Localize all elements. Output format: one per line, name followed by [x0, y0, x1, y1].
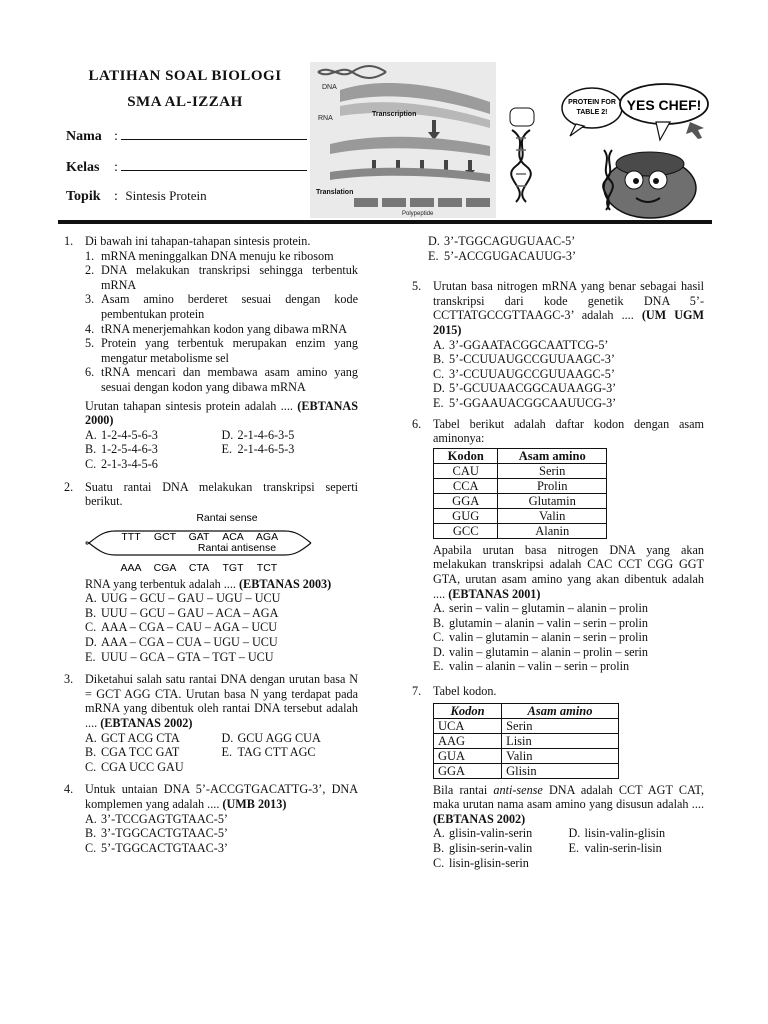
antisense-codon: CTA — [188, 561, 210, 574]
q3-stem: Diketahui salah satu rantai DNA dengan urutan basa N = GCT AGG CTA. Urutan basa N yang terdapat pada mRNA yang dibentuk oleh rantai DNA tersebut adalah .... (EBTANAS 2002) — [85, 672, 358, 731]
table-row: GUG Valin — [434, 508, 607, 523]
q3-options — [85, 731, 358, 775]
diagram-label-polypeptide: Polypeptide — [402, 211, 434, 217]
table-header: Asam amino — [502, 703, 619, 718]
q1-question: Urutan tahapan sintesis protein adalah .... (EBTANAS 2000) — [85, 398, 359, 428]
name-label: Nama — [66, 129, 102, 144]
diagram-label-transcription: Transcription — [372, 111, 417, 118]
table-row: CCA Prolin — [434, 478, 607, 493]
q6-option-a[interactable]: A. serin – valin – glutamin – alanin – prolin — [433, 601, 649, 616]
sense-strand-label: Rantai sense — [196, 511, 258, 524]
topic-field: Topik : Sintesis Protein — [66, 188, 207, 204]
q1-option-d[interactable]: D. 2-1-4-6-3-5 — [221, 427, 295, 442]
antisense-codon: CGA — [153, 561, 177, 574]
question-5: 5. Urutan basa nitrogen mRNA yang benar sebagai hasil transkripsi dari kode genetik DNA 5’-CCTTATGCCGTTAAGC-3’ adalah .... (UM UGM 2015) A. 3’-GGAATACGGCAATTCG-5’ B. 5’-CCUUAUGCCGUUAAGC-3’ C. 3’-CCUUAUGCCGUUAAGC-5’ D. 5’-GCUUAACGGCAUAAGG-3’ E. 5’-GGAAUACGGCAAUUCG-3’ — [412, 279, 705, 410]
q5-option-c[interactable]: C. 3’-CCUUAUGCCGUUAAGC-5’ — [433, 366, 615, 381]
q3-option-a[interactable]: A. GCT ACG CTA — [85, 730, 180, 745]
class-field: Kelas : — [66, 157, 307, 176]
q7-stem: Tabel kodon. — [433, 684, 497, 699]
q3-option-d[interactable]: D. GCU AGG CUA — [221, 730, 321, 745]
q4-option-d[interactable]: D. 3’-TGGCAGUGUAAC-5’ — [428, 234, 576, 248]
q1-step: 4. tRNA menerjemahkan kodon yang dibawa mRNA — [85, 321, 348, 336]
q2-question: RNA yang terbentuk adalah .... (EBTANAS 2003) — [85, 576, 332, 591]
table-header: Asam amino — [498, 448, 607, 463]
q2-stem: Suatu rantai DNA melakukan transkripsi seperti berikut. — [85, 479, 358, 509]
table-row: GGA Glisin — [434, 763, 619, 778]
q1-step: 5. Protein yang terbentuk merupakan enzim yang mengatur metabolisme sel — [85, 336, 358, 365]
table-row: GUA Valin — [434, 748, 619, 763]
q6-codon-table — [433, 448, 607, 539]
class-label: Kelas — [66, 160, 100, 175]
q7-option-e[interactable]: E. valin-serin-lisin — [568, 841, 662, 856]
class-blank-line[interactable] — [121, 157, 307, 171]
q2-option-c[interactable]: C. AAA – CGA – CAU – AGA – UCU — [85, 620, 278, 635]
q6-question: Apabila urutan basa nitrogen DNA yang akan melakukan transkripsi adalah CAC CCT CGG GGT GTA, urutan asam amino yang akan dibentuk adalah .... (EBTANAS 2001) — [433, 542, 704, 601]
table-row: CAU Serin — [434, 463, 607, 478]
sense-codon: TTT — [121, 530, 141, 543]
q1-option-a[interactable]: A. 1-2-4-5-6-3 — [85, 427, 158, 442]
diagram-label-dna: DNA — [322, 84, 337, 91]
header-divider — [58, 220, 712, 224]
topic-label: Topik — [66, 189, 101, 204]
name-blank-line[interactable] — [121, 126, 307, 140]
q5-option-d[interactable]: D. 5’-GCUUAACGGCAUAAGG-3’ — [433, 381, 617, 396]
sense-codon: ACA — [222, 530, 244, 543]
q4-option-c[interactable]: C. 5’-TGGCACTGTAAC-3’ — [85, 840, 228, 855]
worksheet-title: LATIHAN SOAL BIOLOGI — [88, 68, 282, 84]
question-2: 2. Suatu rantai DNA melakukan transkripsi seperti berikut. Rantai sense TTT GCT GAT ACA AGA Rantai antisense AAA CGA CTA TGT TCT RNA yang terbentuk adalah .... (EBTANAS 2003) A. UUG – GCU – GAU – UGU – UCU B. UUU – GCU – GAU – ACA – AGA C. AAA – CGA – CAU – AGA – UCU D. AAA – CGA – CUA – UGU – UCU E. UUU – GCA – GTA – TGT – UCU — [64, 479, 358, 664]
table-row: GCC Alanin — [434, 523, 607, 538]
question-3: 3. Diketahui salah satu rantai DNA dengan urutan basa N = GCT AGG CTA. Urutan basa N yang terdapat pada mRNA yang dibentuk oleh rantai DNA tersebut adalah .... (EBTANAS 2002) A. GCT ACG CTA D. GCU AGG CUA B. CGA TCC GAT E. TAG CTT AGC C. CGA UCC GAU — [64, 672, 358, 774]
q1-stem: Di bawah ini tahapan-tahapan sintesis protein. — [85, 234, 311, 248]
sense-codon: AGA — [255, 530, 279, 543]
bubble-yes-chef: YES CHEF! — [626, 97, 702, 113]
sense-codon: GAT — [188, 530, 210, 543]
q2-option-b[interactable]: B. UUU – GCU – GAU – ACA – AGA — [85, 605, 279, 620]
q2-option-e[interactable]: E. UUU – GCA – GTA – TGT – UCU — [85, 649, 274, 664]
topic-value: Sintesis Protein — [125, 188, 207, 203]
q7-option-b[interactable]: B. glisin-serin-valin — [433, 841, 533, 856]
q1-step: 1. mRNA meninggalkan DNA menuju ke ribosom — [85, 248, 334, 263]
q1-step: 3. Asam amino berderet sesuai dengan kode pembentukan protein — [85, 292, 358, 321]
q7-codon-table — [433, 703, 619, 779]
bubble-protein-line1: PROTEIN FOR — [568, 99, 616, 106]
cartoon-illustration — [500, 80, 715, 220]
table-header: Kodon — [434, 703, 502, 718]
q7-option-c[interactable]: C. lisin-glisin-serin — [433, 855, 529, 870]
q6-option-b[interactable]: B. glutamin – alanin – valin – serin – prolin — [433, 615, 649, 630]
q1-step: 2. DNA melakukan transkripsi sehingga terbentuk mRNA — [85, 263, 358, 292]
q1-step: 6. tRNA mencari dan membawa asam amino yang sesuai dengan kodon yang dibawa mRNA — [85, 365, 358, 394]
table-row: UCA Serin — [434, 718, 619, 733]
diagram-label-rna: RNA — [318, 115, 333, 122]
q7-option-d[interactable]: D. lisin-valin-glisin — [568, 826, 666, 841]
q3-option-b[interactable]: B. CGA TCC GAT — [85, 745, 180, 760]
diagram-label-translation: Translation — [316, 189, 354, 196]
antisense-codon: AAA — [120, 561, 142, 574]
sense-codon: GCT — [153, 530, 177, 543]
left-column — [64, 234, 358, 855]
q7-question: Bila rantai anti-sense DNA adalah CCT AGT CAT, maka urutan nama asam amino yang disusun adalah .... (EBTANAS 2002) — [433, 782, 705, 826]
question-6: 6. Tabel berikut adalah daftar kodon dengan asam aminonya: Kodon Asam amino CAU Serin CCA Prolin GGA Glutamin GUG Valin GCC Alanin Apabila urutan basa nitrogen DNA yang akan melakukan transkripsi adalah CAC CCT CGG GGT GTA, urutan asam amino yang akan dibentuk adalah .... (EBTANAS 2001) A. serin – valin – glutamin – alanin – prolin B. glutamin – alanin – valin – serin – prolin C. valin – glutamin – alanin – serin – prolin D. valin – glutamin – alanin – prolin – serin E. valin – alanin – valin – serin – prolin — [412, 416, 704, 674]
q2-option-a[interactable]: A. UUG – GCU – GAU – UGU – UCU — [85, 591, 281, 606]
q4-stem: Untuk untaian DNA 5’-ACCGTGACATTG-3’, DNA komplemen yang adalah .... (UMB 2013) — [85, 782, 358, 811]
table-row: GGA Glutamin — [434, 493, 607, 508]
antisense-codon: TCT — [256, 561, 278, 574]
q2-option-d[interactable]: D. AAA – CGA – CUA – UGU – UCU — [85, 635, 278, 650]
antisense-codon: TGT — [222, 561, 244, 574]
antisense-strand-label: Rantai antisense — [197, 541, 277, 554]
q5-stem: Urutan basa nitrogen mRNA yang benar sebagai hasil transkripsi dari kode genetik DNA 5’-CCTTATGCCGTTAAGC-3’ adalah .... (UM UGM 2015) — [433, 279, 705, 337]
q6-option-c[interactable]: C. valin – glutamin – alanin – serin – prolin — [433, 630, 649, 645]
q3-option-c[interactable]: C. CGA UCC GAU — [85, 759, 184, 774]
table-header: Kodon — [434, 448, 498, 463]
protein-synthesis-diagram — [310, 62, 496, 218]
q1-options — [85, 428, 358, 472]
q1-option-c[interactable]: C. 2-1-3-4-5-6 — [85, 456, 158, 471]
q7-options — [433, 826, 704, 870]
question-1: 1. Di bawah ini tahapan-tahapan sintesis protein. 1. mRNA meninggalkan DNA menuju ke ribosom 2. DNA melakukan transkripsi sehingga terbentuk mRNA 3. Asam amino berderet sesuai dengan kode pembentukan protein 4. tRNA menerjemahkan kodon yang dibawa mRNA 5. Protein yang terbentuk merupakan enzim yang mengatur metabolisme sel 6. tRNA mencari dan membawa asam amino yang sesuai dengan kodon yang dibawa mRNA Urutan tahapan sintesis protein adalah .... (EBTANAS 2000) A. 1-2-4-5-6-3 D. 2-1-4-6-3-5 B. 1-2-5-4-6-3 E. 2-1-4-6-5-3 C. 2-1-3-4-5-6 — [64, 234, 359, 471]
name-field: Nama : — [66, 126, 307, 145]
q5-option-e[interactable]: E. 5’-GGAAUACGGCAAUUCG-3’ — [433, 395, 617, 410]
q1-option-b[interactable]: B. 1-2-5-4-6-3 — [85, 442, 158, 457]
q1-option-e[interactable]: E. 2-1-4-6-5-3 — [221, 442, 295, 457]
q5-option-b[interactable]: B. 5’-CCUUAUGCCGUUAAGC-3’ — [433, 352, 615, 367]
q4-option-a[interactable]: A. 3’-TCCGAGTGTAAC-5’ — [85, 811, 228, 826]
q3-option-e[interactable]: E. TAG CTT AGC — [221, 745, 316, 760]
school-name: SMA AL-IZZAH — [127, 94, 243, 110]
dna-strand-figure — [85, 511, 358, 575]
q6-option-d[interactable]: D. valin – glutamin – alanin – prolin – serin — [433, 644, 649, 659]
right-column — [412, 234, 704, 870]
bubble-protein-line2: TABLE 2! — [576, 109, 608, 116]
q7-option-a[interactable]: A. glisin-valin-serin — [433, 826, 533, 841]
question-4: 4. Untuk untaian DNA 5’-ACCGTGACATTG-3’, DNA komplemen yang adalah .... (UMB 2013) A. 3’-TCCGAGTGTAAC-5’ B. 3’-TGGCACTGTAAC-5’ C. 5’-TGGCACTGTAAC-3’ — [64, 782, 358, 855]
q6-option-e[interactable]: E. valin – alanin – valin – serin – prolin — [433, 659, 630, 674]
table-row: AAG Lisin — [434, 733, 619, 748]
q4-option-e[interactable]: E. 5’-ACCGUGACAUUG-3’ — [428, 248, 577, 263]
q5-option-a[interactable]: A. 3’-GGAATACGGCAATTCG-5’ — [433, 337, 609, 352]
q6-stem: Tabel berikut adalah daftar kodon dengan asam aminonya: — [433, 416, 704, 446]
q4-option-b[interactable]: B. 3’-TGGCACTGTAAC-5’ — [85, 826, 228, 841]
question-7: 7. Tabel kodon. Kodon Asam amino UCA Serin AAG Lisin GUA Valin GGA Glisin Bila rantai anti-sense DNA adalah CCT AGT CAT, maka urutan nama asam amino yang disusun adalah .... (EBTANAS 2002) A. glisin-valin-serin D. lisin-valin-glisin B. glisin-serin-valin E. valin-serin-lisin C. lisin-glisin-serin — [412, 684, 705, 870]
